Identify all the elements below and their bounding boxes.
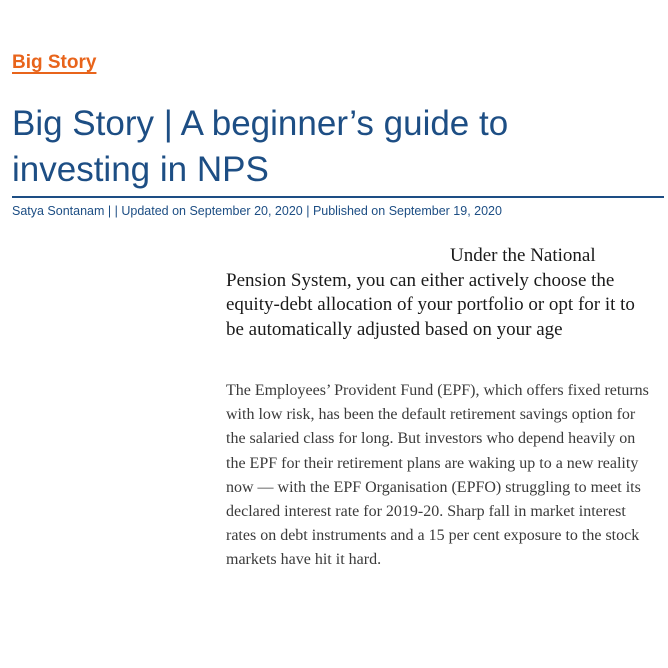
updated-date: Updated on September 20, 2020 bbox=[121, 204, 303, 218]
headline-divider bbox=[12, 196, 664, 198]
section-tag-link[interactable]: Big Story bbox=[12, 52, 97, 73]
byline bbox=[12, 203, 502, 219]
article-headline: Big Story | A beginner’s guide to investing in NPS bbox=[12, 104, 509, 189]
article-standfirst: Under the National Pension System, you can either actively choose the equity-debt allocation of your portfolio or opt for it to be automatically adjusted based on your age bbox=[226, 245, 635, 340]
published-date: Published on September 19, 2020 bbox=[312, 204, 502, 218]
byline-separator: | | bbox=[104, 204, 122, 218]
byline-separator-2: | bbox=[302, 204, 313, 218]
author-link[interactable]: Satya Sontanam bbox=[12, 204, 105, 218]
article-body-paragraph: The Employees’ Provident Fund (EPF), which offers fixed returns with low risk, has been the default retirement savings option for the salaried class for long. But investors who depend heavily on the EPF for their retirement plans are waking up to a new reality now — with the EPF Organisation (EPFO) struggling to meet its declared interest rate for 2019-20. Sharp fall in market interest rates on debt instruments and a 15 per cent exposure to the stock markets have hit it hard. bbox=[226, 382, 649, 569]
